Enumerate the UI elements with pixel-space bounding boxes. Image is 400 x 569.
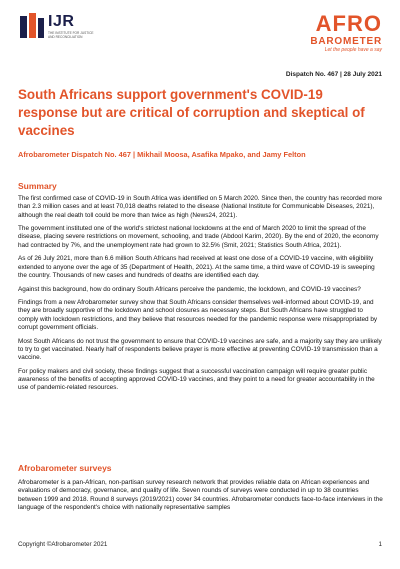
- ijr-logo-subtitle: THE INSTITUTE FOR JUSTICE AND RECONCILIATION: [48, 31, 94, 39]
- afrobarometer-logo: [272, 12, 382, 58]
- ijr-emblem-icon: [18, 12, 46, 42]
- afro-logo-tagline: Let the people have a say: [324, 47, 382, 53]
- summary-body: [18, 195, 384, 398]
- summary-paragraph: The first confirmed case of COVID-19 in South Africa was identified on 5 March 2020. Since then, the country has recorded more than 2.3 million cases and at least 70,018 deaths related to the disease (National Institute for Communicable Diseases, 2021), although the real death toll could be more than twice as high (News24, 2021).: [18, 195, 383, 219]
- summary-paragraph: Most South Africans do not trust the government to ensure that COVID-19 vaccines are safe, and a majority say they are unlikely to try to get vaccinated. Nearly half of respondents believe prayer is more effective at preventing COVID-19 transmission than a vaccine.: [18, 337, 382, 362]
- ijr-logo-text: IJR: [48, 13, 75, 30]
- ijr-logo: [18, 12, 98, 46]
- summary-paragraph: The government instituted one of the world's strictest national lockdowns at the end of March 2020 to limit the spread of the disease, placing severe restrictions on movement, schooling, and trade (Abdool Karim, 2020). By the end of 2020, the economy had contracted by 7%, and the unemployment rate had grown to 32.5% (Smit, 2021; Statistics South Africa, 2021).: [18, 225, 379, 249]
- page-title: South Africans support government's COVID-19 response but are critical of corruption and skeptical of vaccines: [18, 87, 365, 138]
- summary-paragraph: As of 26 July 2021, more than 6.6 million South Africans had received at least one dose of a COVID-19 vaccine, with eligibility extended to anyone over the age of 35 (Department of Health, 2021). At the same time, a third wave of COVID-19 is sweeping the country. Thousands of new cases and hundreds of deaths are identified each day.: [18, 255, 375, 279]
- afro-logo-text: AFRO: [315, 11, 382, 36]
- summary-paragraph: Findings from a new Afrobarometer survey show that South Africans consider themselves well-informed about COVID-19, and they are broadly supportive of the lockdown and school closures as necessary steps. But South Africans have struggled to comply with lockdown restrictions, and they believe that resources needed for the pandemic response were misappropriated by corrupt government officials.: [18, 299, 378, 332]
- afro-logo-sub: BAROMETER: [310, 36, 382, 47]
- copyright-footer: Copyright ©Afrobarometer 2021: [18, 541, 108, 548]
- summary-heading: Summary: [18, 181, 57, 191]
- summary-paragraph: For policy makers and civil society, these findings suggest that a successful vaccination campaign will require greater public awareness of the benefits of accepting approved COVID-19 vaccines, and they point to a need for greater accountability in the use of pandemic-related resources.: [18, 367, 375, 392]
- dispatch-number-date: Dispatch No. 467 | 28 July 2021: [285, 71, 382, 78]
- surveys-heading: Afrobarometer surveys: [18, 463, 112, 473]
- summary-paragraph: Against this background, how do ordinary South Africans perceive the pandemic, the lockdown, and COVID-19 vaccines?: [18, 285, 361, 293]
- byline: Afrobarometer Dispatch No. 467 | Mikhail Moosa, Asafika Mpako, and Jamy Felton: [18, 150, 306, 159]
- surveys-paragraph: Afrobarometer is a pan-African, non-partisan survey research network that provides reliable data on African experiences and evaluations of democracy, governance, and quality of life. Seven rounds of surveys were conducted in up to 38 countries between 1999 and 2018. Round 8 surveys (2019/2021) cover 34 countries. Afrobarometer conducts face-to-face interviews in the language of the respondent's choice with nationally representative samples: [18, 479, 383, 511]
- surveys-body: [18, 479, 384, 517]
- page-number: 1: [378, 541, 382, 548]
